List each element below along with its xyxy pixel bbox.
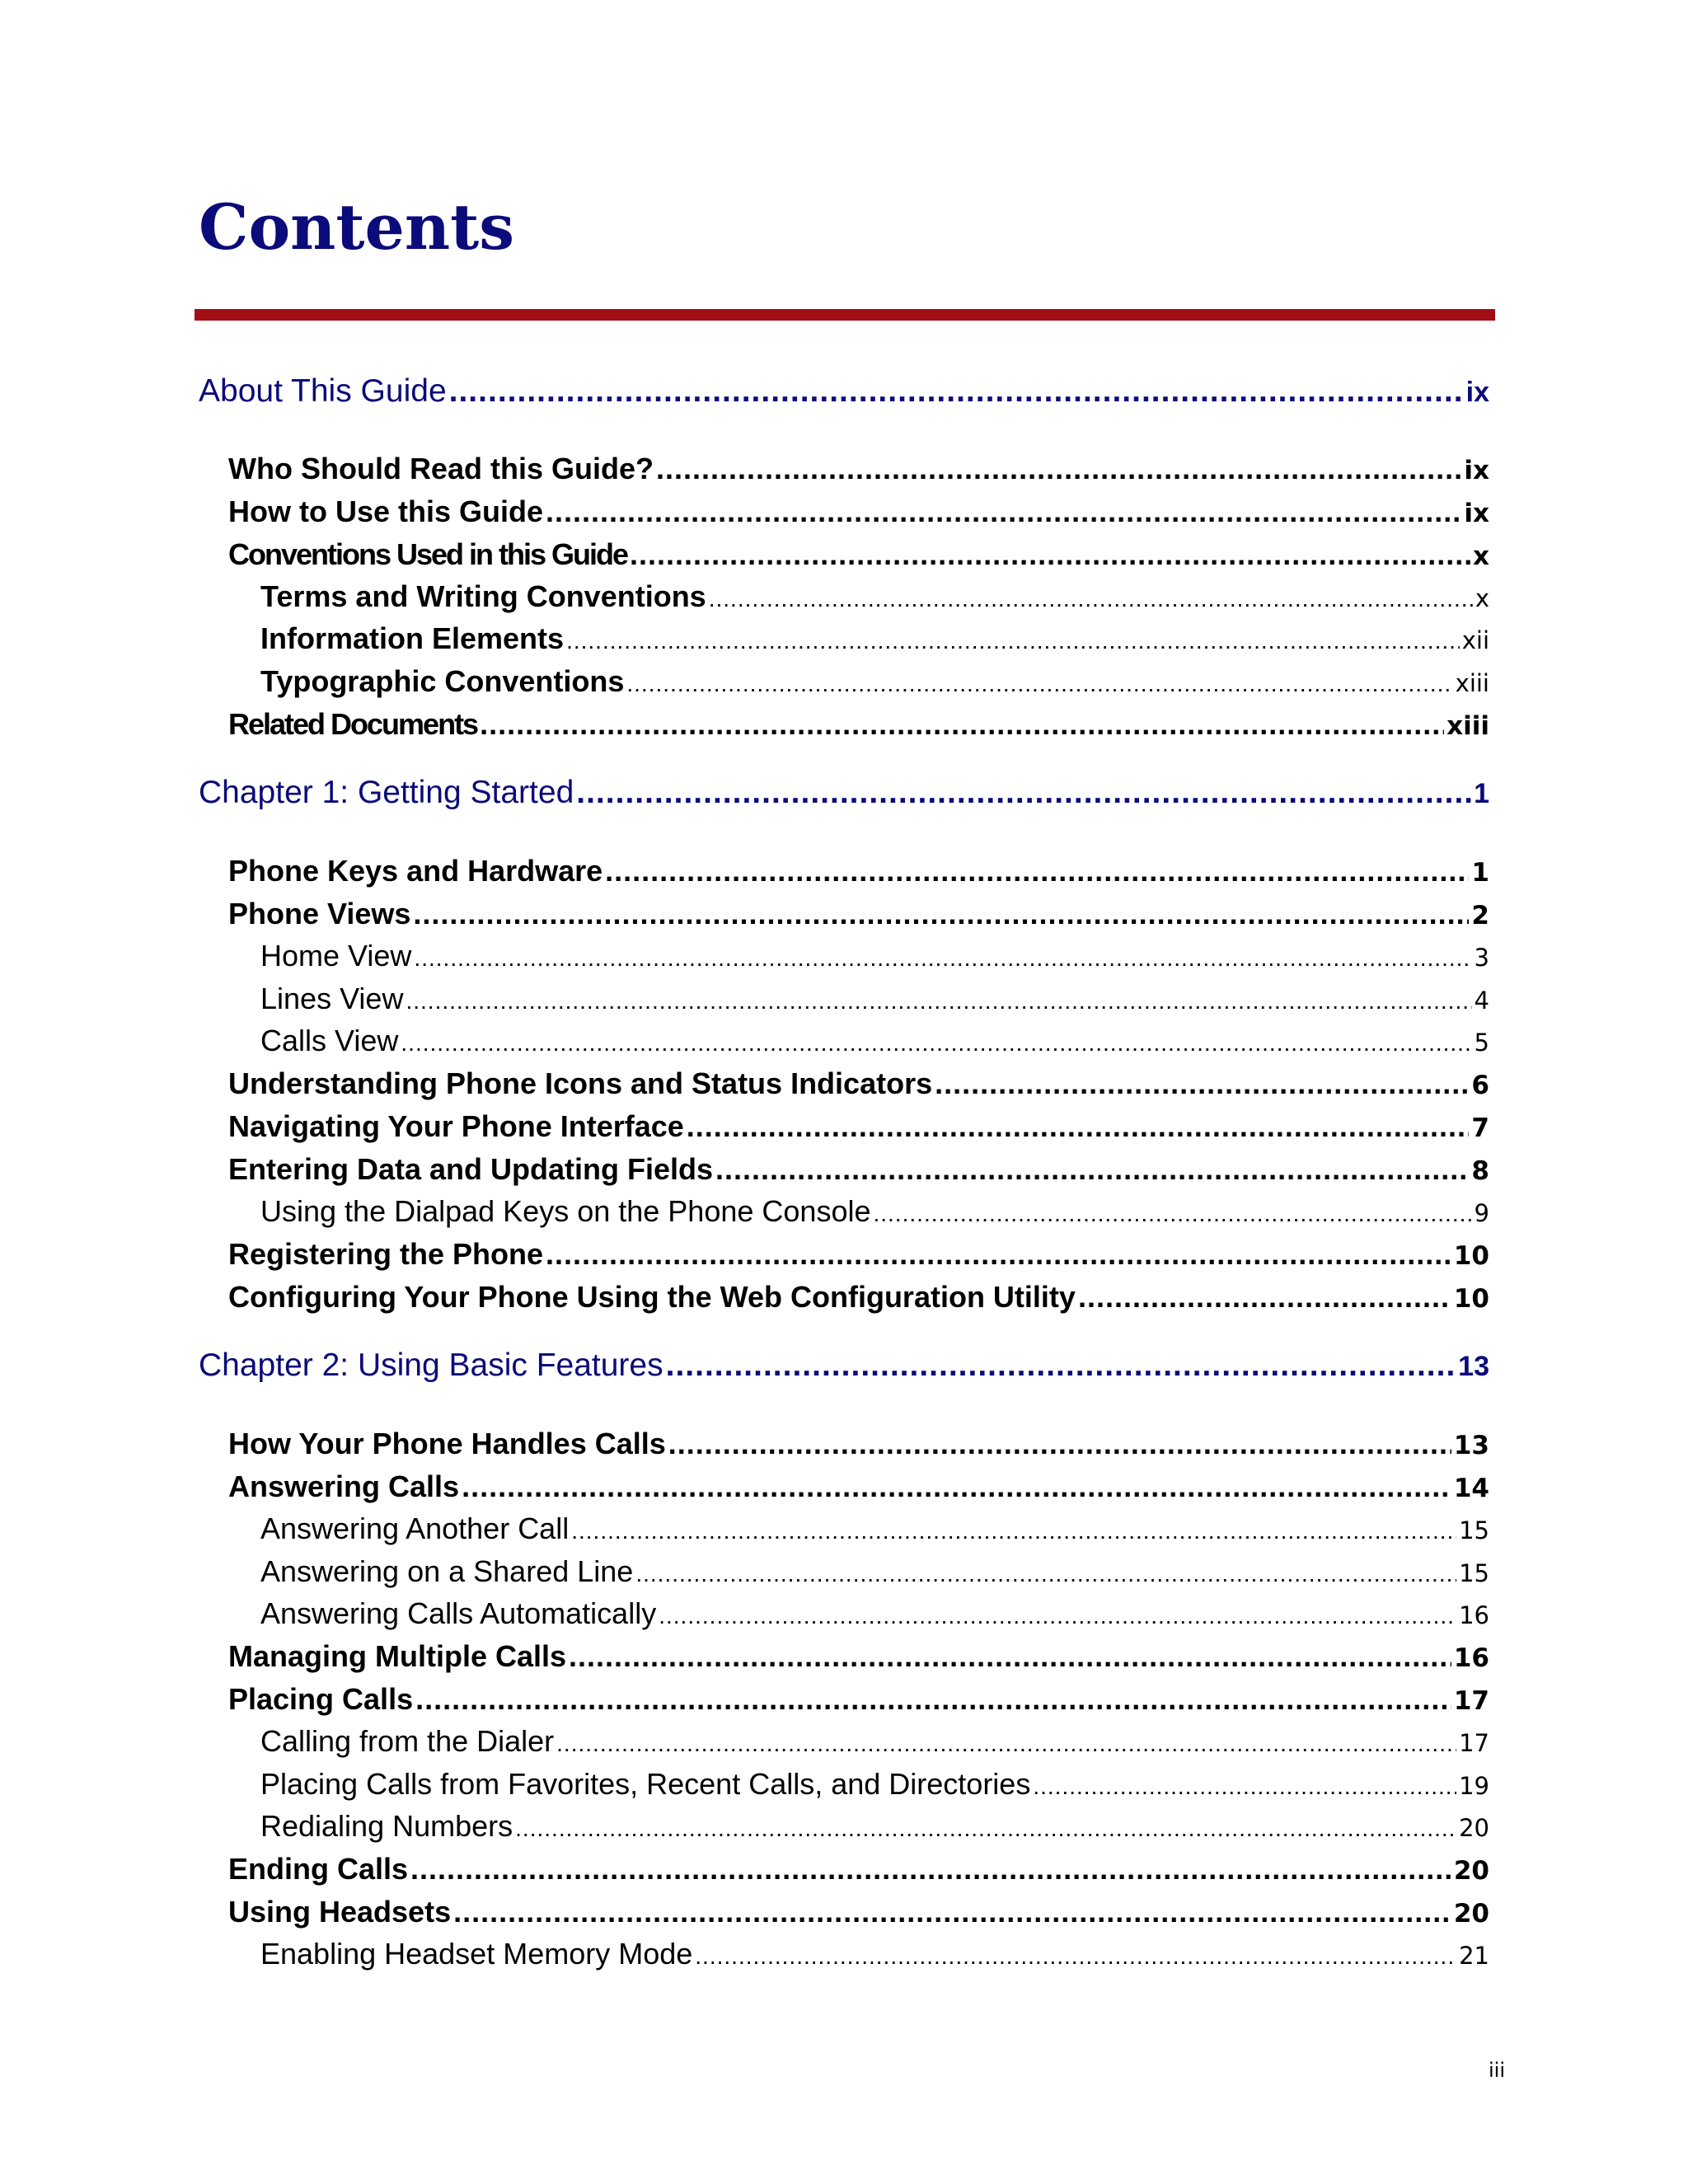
toc-entry-terms-writing[interactable] xyxy=(260,576,1489,617)
toc-dot-leader xyxy=(659,1596,1456,1634)
toc-entry-title: Typographic Conventions xyxy=(260,664,625,698)
toc-dot-leader xyxy=(462,1466,1451,1507)
toc-entry-headset-memory-mode[interactable] xyxy=(260,1933,1489,1975)
toc-entry-title: Answering Another Call xyxy=(260,1511,570,1545)
toc-entry-how-to-use[interactable] xyxy=(228,491,1489,532)
toc-entry-phone-handles-calls[interactable] xyxy=(228,1423,1489,1465)
toc-entry-page: 16 xyxy=(1459,1601,1489,1629)
toc-entry-title: About This Guide xyxy=(199,373,447,409)
toc-entry-title: Registering the Phone xyxy=(228,1237,544,1271)
toc-entry-related-documents[interactable] xyxy=(228,704,1489,745)
toc-entry-title: Chapter 2: Using Basic Features xyxy=(199,1347,663,1383)
toc-entry-registering-phone[interactable] xyxy=(228,1234,1489,1275)
toc-entry-title: How to Use this Guide xyxy=(228,494,544,528)
toc-dot-leader xyxy=(406,981,1471,1019)
toc-entry-title: Home View xyxy=(260,939,412,972)
toc-entry-page: xii xyxy=(1461,626,1489,654)
toc-entry-page: 13 xyxy=(1453,1431,1489,1460)
toc-dot-leader xyxy=(414,938,1471,977)
toc-entry-title: Calls View xyxy=(260,1024,399,1057)
toc-dot-leader xyxy=(1078,1277,1451,1318)
toc-entry-chapter-1[interactable] xyxy=(199,772,1489,813)
toc-entry-title: Redialing Numbers xyxy=(260,1809,513,1843)
toc-dot-leader xyxy=(401,1023,1471,1062)
toc-entry-page: 20 xyxy=(1459,1814,1489,1842)
toc-dot-leader xyxy=(576,772,1471,813)
toc-entry-page: 13 xyxy=(1458,1351,1489,1382)
toc-entry-page: 10 xyxy=(1453,1241,1489,1271)
toc-entry-page: 7 xyxy=(1471,1113,1489,1143)
toc-entry-page: 20 xyxy=(1453,1899,1489,1929)
toc-entry-page: 1 xyxy=(1474,778,1489,809)
toc-entry-lines-view[interactable] xyxy=(260,978,1489,1019)
toc-entry-title: Configuring Your Phone Using the Web Configuration Utility xyxy=(228,1280,1076,1314)
toc-entry-title: Ending Calls xyxy=(228,1852,409,1886)
toc-entry-entering-data[interactable] xyxy=(228,1149,1489,1190)
toc-entry-title: Managing Multiple Calls xyxy=(228,1639,567,1673)
toc-entry-title: Answering on a Shared Line xyxy=(260,1554,634,1588)
toc-entry-page: ix xyxy=(1465,377,1489,408)
toc-entry-page: 20 xyxy=(1453,1856,1489,1886)
toc-dot-leader xyxy=(715,1149,1469,1190)
toc-entry-redialing-numbers[interactable] xyxy=(260,1806,1489,1847)
toc-entry-placing-from-favorites[interactable] xyxy=(260,1764,1489,1805)
toc-entry-title: Enabling Headset Memory Mode xyxy=(260,1937,693,1971)
toc-entry-page: 15 xyxy=(1459,1516,1489,1544)
toc-dot-leader xyxy=(410,1849,1451,1890)
toc-entry-page: 1 xyxy=(1471,858,1489,888)
toc-entry-title: Information Elements xyxy=(260,621,565,655)
toc-entry-phone-icons[interactable] xyxy=(228,1063,1489,1104)
toc-dot-leader xyxy=(413,893,1469,935)
toc-entry-answering-another-call[interactable] xyxy=(260,1508,1489,1549)
toc-dot-leader xyxy=(626,663,1452,702)
toc-entry-phone-views[interactable] xyxy=(228,893,1489,935)
toc-dot-leader xyxy=(630,534,1470,575)
toc-entry-title: Phone Keys and Hardware xyxy=(228,854,603,888)
toc-entry-information-elements[interactable] xyxy=(260,618,1489,659)
toc-entry-page: 15 xyxy=(1459,1559,1489,1587)
toc-entry-title: Answering Calls xyxy=(228,1469,460,1503)
toc-entry-page: x xyxy=(1475,584,1489,612)
toc-entry-phone-keys[interactable] xyxy=(228,851,1489,892)
toc-entry-chapter-2[interactable] xyxy=(199,1345,1489,1386)
toc-entry-about-this-guide[interactable] xyxy=(199,371,1489,412)
toc-dot-leader xyxy=(709,579,1473,617)
toc-entry-page: 5 xyxy=(1474,1029,1489,1057)
toc-entry-page: 10 xyxy=(1453,1284,1489,1314)
toc-entry-title: Phone Views xyxy=(228,897,411,930)
toc-entry-title: Understanding Phone Icons and Status Indicators xyxy=(228,1066,933,1100)
page-title: Contents xyxy=(199,190,515,264)
toc-dot-leader xyxy=(935,1063,1469,1104)
toc-entry-dialpad-keys[interactable] xyxy=(260,1191,1489,1232)
toc-entry-title: Terms and Writing Conventions xyxy=(260,579,706,613)
toc-entry-conventions[interactable] xyxy=(228,534,1489,575)
toc-entry-managing-multiple-calls[interactable] xyxy=(228,1636,1489,1677)
toc-entry-who-should-read[interactable] xyxy=(228,448,1489,490)
toc-entry-web-configuration[interactable] xyxy=(228,1277,1489,1318)
toc-dot-leader xyxy=(687,1106,1470,1147)
toc-entry-answering-automatically[interactable] xyxy=(260,1593,1489,1634)
toc-entry-navigating-interface[interactable] xyxy=(228,1106,1489,1147)
toc-entry-title: Navigating Your Phone Interface xyxy=(228,1109,684,1143)
toc-entry-page: x xyxy=(1473,541,1489,571)
toc-entry-page: 2 xyxy=(1471,901,1489,930)
toc-dot-leader xyxy=(480,704,1444,745)
toc-entry-title: Entering Data and Updating Fields xyxy=(228,1152,714,1186)
toc-entry-title: Using Headsets xyxy=(228,1895,452,1929)
toc-entry-page: 14 xyxy=(1453,1474,1489,1503)
toc-entry-page: 17 xyxy=(1453,1686,1489,1716)
toc-dot-leader xyxy=(695,1936,1456,1975)
toc-dot-leader xyxy=(546,1234,1451,1275)
toc-dot-leader xyxy=(666,1345,1456,1386)
toc-entry-page: 8 xyxy=(1471,1156,1489,1186)
toc-entry-title: Chapter 1: Getting Started xyxy=(199,775,574,810)
toc-dot-leader xyxy=(566,621,1460,659)
toc-dot-leader xyxy=(873,1193,1471,1232)
toc-entry-page: xiii xyxy=(1447,711,1489,741)
toc-entry-calling-from-dialer[interactable] xyxy=(260,1721,1489,1762)
toc-entry-page: 3 xyxy=(1474,944,1489,972)
toc-entry-home-view[interactable] xyxy=(260,935,1489,977)
toc-entry-using-headsets[interactable] xyxy=(228,1891,1489,1933)
toc-entry-title: Calling from the Dialer xyxy=(260,1724,555,1758)
toc-entry-page: 6 xyxy=(1471,1071,1489,1100)
toc-dot-leader xyxy=(415,1679,1451,1720)
toc-entry-title: Lines View xyxy=(260,982,404,1015)
toc-entry-page: 19 xyxy=(1459,1772,1489,1800)
toc-dot-leader xyxy=(605,851,1469,892)
toc-dot-leader xyxy=(571,1511,1456,1549)
toc-dot-leader xyxy=(656,448,1461,490)
toc-dot-leader xyxy=(546,491,1461,532)
toc-dot-leader xyxy=(449,371,1464,412)
toc-entry-calls-view[interactable] xyxy=(260,1020,1489,1062)
toc-entry-ending-calls[interactable] xyxy=(228,1849,1489,1890)
toc-entry-typographic[interactable] xyxy=(260,661,1489,702)
toc-entry-title: How Your Phone Handles Calls xyxy=(228,1427,666,1460)
toc-dot-leader xyxy=(1033,1766,1456,1805)
toc-entry-page: ix xyxy=(1464,456,1489,485)
toc-entry-answering-shared-line[interactable] xyxy=(260,1551,1489,1592)
toc-entry-title: Placing Calls from Favorites, Recent Calls, and Directories xyxy=(260,1767,1031,1801)
toc-entry-title: Answering Calls Automatically xyxy=(260,1596,657,1630)
toc-entry-page: 21 xyxy=(1459,1942,1489,1970)
toc-entry-title: Placing Calls xyxy=(228,1682,414,1716)
toc-dot-leader xyxy=(569,1636,1451,1677)
page-number: iii xyxy=(1488,2059,1505,2082)
toc-entry-title: Using the Dialpad Keys on the Phone Console xyxy=(260,1194,871,1228)
toc-entry-placing-calls[interactable] xyxy=(228,1679,1489,1720)
toc-entry-title: Who Should Read this Guide? xyxy=(228,452,654,485)
toc-entry-page: xiii xyxy=(1455,669,1489,697)
toc-entry-page: 9 xyxy=(1474,1199,1489,1227)
toc-entry-page: 4 xyxy=(1474,987,1489,1015)
toc-entry-page: 17 xyxy=(1459,1729,1489,1757)
toc-dot-leader xyxy=(556,1723,1456,1762)
toc-dot-leader xyxy=(635,1554,1456,1592)
toc-entry-title: Conventions Used in this Guide xyxy=(228,537,628,571)
toc-dot-leader xyxy=(668,1423,1451,1465)
toc-entry-page: 16 xyxy=(1453,1643,1489,1673)
toc-dot-leader xyxy=(453,1891,1451,1933)
toc-dot-leader xyxy=(515,1808,1456,1847)
toc-entry-page: ix xyxy=(1464,499,1489,528)
toc-entry-answering-calls[interactable] xyxy=(228,1466,1489,1507)
toc-entry-title: Related Documents xyxy=(228,707,478,741)
